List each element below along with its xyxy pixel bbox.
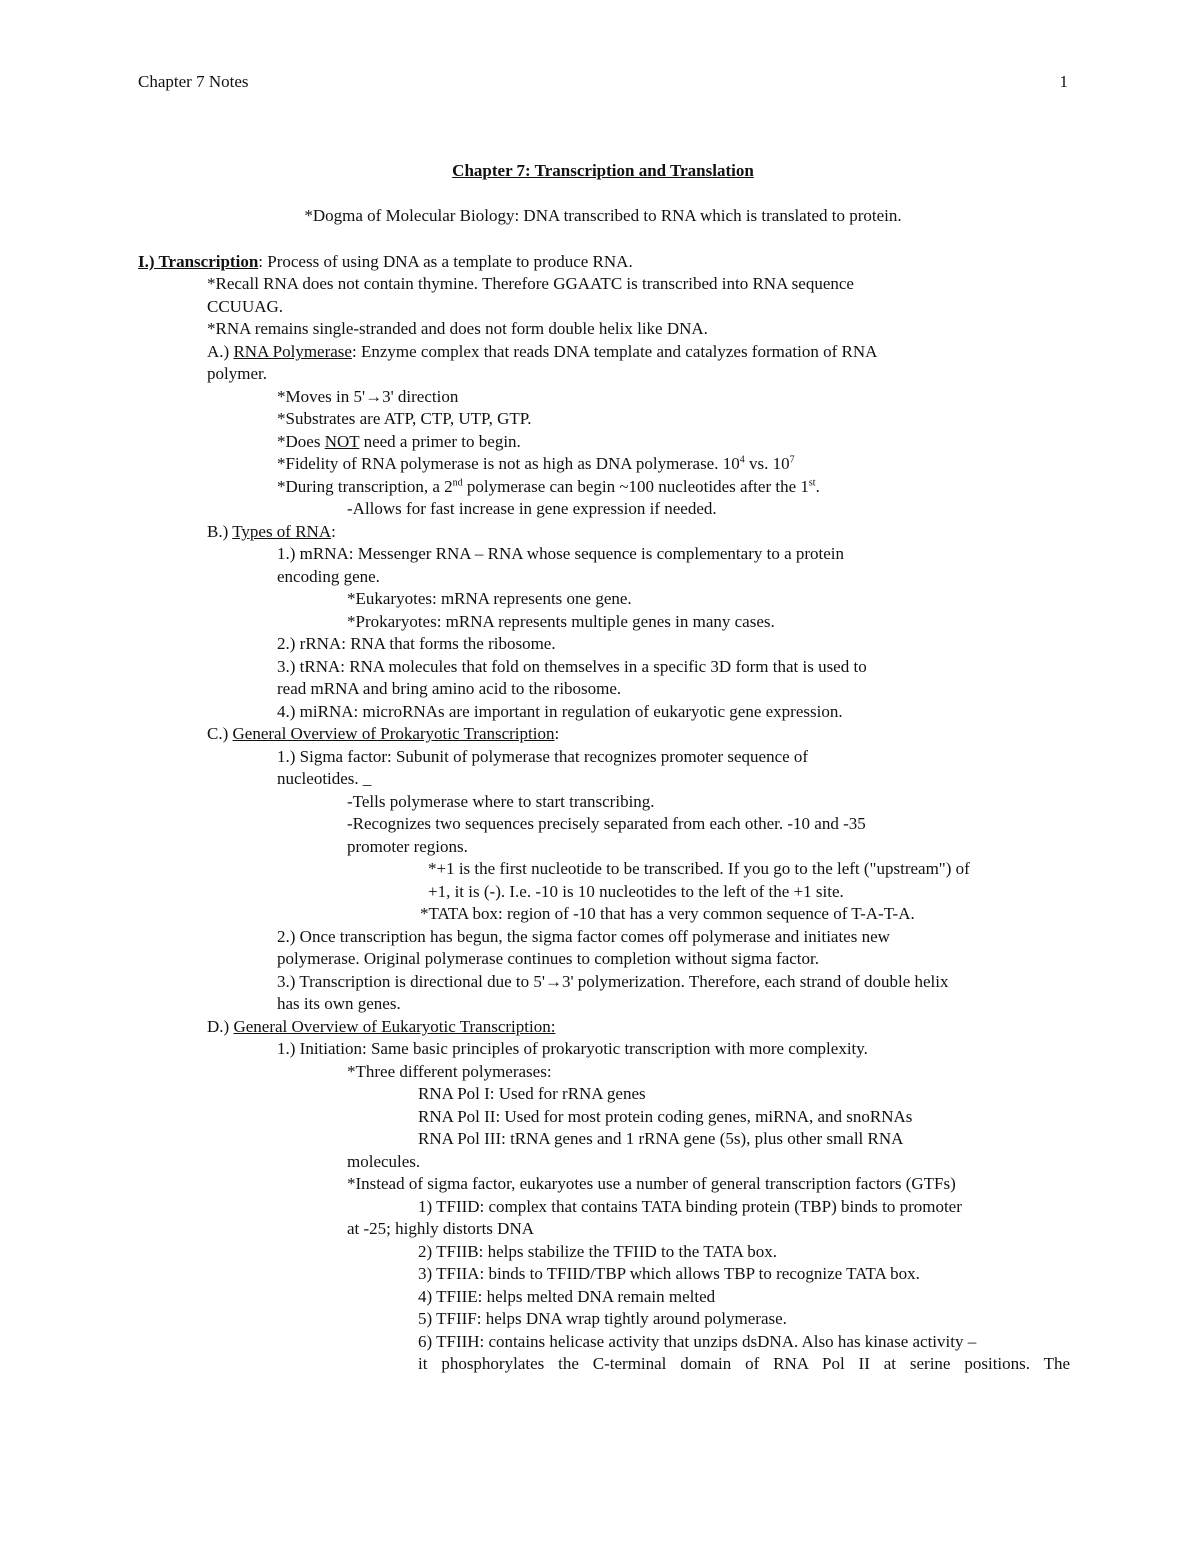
directional-text-a: 3.) Transcription is directional due to 5' xyxy=(277,972,545,991)
fast-increase-line: -Allows for fast increase in gene expression if needed. xyxy=(347,499,717,518)
recognizes-line-2: promoter regions. xyxy=(347,837,468,856)
trna-line-1: 3.) tRNA: RNA molecules that fold on themselves in a specific 3D form that is used to xyxy=(277,657,867,676)
primer-not: NOT xyxy=(324,432,360,451)
tfiie-line: 4) TFIIE: helps melted DNA remain melted xyxy=(418,1287,716,1306)
section-transcription-line xyxy=(138,251,633,273)
subsection-a-definition: : Enzyme complex that reads DNA template and catalyzes formation of RNA xyxy=(351,342,878,361)
primer-line xyxy=(277,431,521,453)
section-heading-transcription: I.) Transcription xyxy=(138,252,259,271)
initiation-line: 1.) Initiation: Same basic principles of prokaryotic transcription with more complexity. xyxy=(277,1039,868,1058)
second-polymerase-line xyxy=(277,476,820,498)
second-superscript-st: st xyxy=(808,477,816,489)
subsection-c-heading: General Overview of Prokaryotic Transcription xyxy=(232,724,555,743)
directional-line-1 xyxy=(277,971,948,993)
plus-one-line-2: +1, it is (-). I.e. -10 is 10 nucleotides to the left of the +1 site. xyxy=(428,882,844,901)
fidelity-text-b: vs. 10 xyxy=(744,454,790,473)
sigma-line-2: nucleotides. _ xyxy=(277,769,372,788)
subsection-a-line xyxy=(207,341,877,363)
moves-line xyxy=(277,386,458,408)
fidelity-exponent-2: 7 xyxy=(789,454,795,466)
subsection-d-line xyxy=(207,1016,555,1038)
prokaryotes-line: *Prokaryotes: mRNA represents multiple genes in many cases. xyxy=(347,612,775,631)
trna-line-2: read mRNA and bring amino acid to the ribosome. xyxy=(277,679,622,698)
single-strand-line: *RNA remains single-stranded and does not form double helix like DNA. xyxy=(207,319,708,338)
second-text-a: *During transcription, a 2 xyxy=(277,477,453,496)
tfiid-line-1: 1) TFIID: complex that contains TATA binding protein (TBP) binds to promoter xyxy=(418,1197,962,1216)
rna-pol-2-line: RNA Pol II: Used for most protein coding genes, miRNA, and snoRNAs xyxy=(418,1107,913,1126)
subsection-b-colon: : xyxy=(331,522,336,541)
subsection-a-definition-2: polymer. xyxy=(207,364,267,383)
tfiih-line-1: 6) TFIIH: contains helicase activity that unzips dsDNA. Also has kinase activity – xyxy=(418,1332,977,1351)
page-number: 1 xyxy=(1059,72,1068,91)
second-text-b: polymerase can begin ~100 nucleotides after the 1 xyxy=(462,477,809,496)
sigma-line-1: 1.) Sigma factor: Subunit of polymerase that recognizes promoter sequence of xyxy=(277,747,809,766)
subsection-a-heading: RNA Polymerase xyxy=(233,342,352,361)
subsection-c-prefix: C.) xyxy=(207,724,233,743)
rna-pol-1-line: RNA Pol I: Used for rRNA genes xyxy=(418,1084,646,1103)
tfiid-line-2: at -25; highly distorts DNA xyxy=(347,1219,534,1238)
moves-text-a: *Moves in 5' xyxy=(277,387,366,406)
tfiif-line: 5) TFIIF: helps DNA wrap tightly around polymerase. xyxy=(418,1309,787,1328)
transcription-definition: : Process of using DNA as a template to produce RNA. xyxy=(258,252,633,271)
instead-of-sigma-line: *Instead of sigma factor, eukaryotes use a number of general transcription factors (GTFs) xyxy=(347,1174,956,1193)
mrna-line-1: 1.) mRNA: Messenger RNA – RNA whose sequence is complementary to a protein xyxy=(277,544,845,563)
tfiia-line: 3) TFIIA: binds to TFIID/TBP which allows TBP to recognize TATA box. xyxy=(418,1264,920,1283)
rrna-line: 2.) rRNA: RNA that forms the ribosome. xyxy=(277,634,556,653)
subsection-d-prefix: D.) xyxy=(207,1017,234,1036)
mirna-line: 4.) miRNA: microRNAs are important in regulation of eukaryotic gene expression. xyxy=(277,702,843,721)
tfiih-line-2: it phosphorylates the C-terminal domain of RNA Pol II at serine positions. The xyxy=(418,1354,1070,1373)
subsection-c-line xyxy=(207,723,559,745)
subsection-d-heading: General Overview of Eukaryotic Transcription: xyxy=(233,1017,556,1036)
second-superscript-nd: nd xyxy=(452,477,463,489)
subsection-a-prefix: A.) xyxy=(207,342,234,361)
primer-text-b: need a primer to begin. xyxy=(359,432,521,451)
plus-one-line-1: *+1 is the first nucleotide to be transcribed. If you go to the left ("upstream") of xyxy=(428,859,970,878)
chapter-title: Chapter 7: Transcription and Translation xyxy=(452,161,754,180)
moves-text-b: 3' direction xyxy=(382,387,459,406)
rna-pol-3-line-2: molecules. xyxy=(347,1152,421,1171)
recall-line-2: CCUUAG. xyxy=(207,297,284,316)
right-arrow-icon: → xyxy=(365,387,383,406)
right-arrow-icon: → xyxy=(544,972,562,991)
once-begun-line-2: polymerase. Original polymerase continues to completion without sigma factor. xyxy=(277,949,819,968)
rna-pol-3-line-1: RNA Pol III: tRNA genes and 1 rRNA gene (5s), plus other small RNA xyxy=(418,1129,904,1148)
eukaryotes-line: *Eukaryotes: mRNA represents one gene. xyxy=(347,589,632,608)
subsection-b-heading: Types of RNA xyxy=(232,522,332,541)
fidelity-text-a: *Fidelity of RNA polymerase is not as high as DNA polymerase. 10 xyxy=(277,454,740,473)
fidelity-exponent-1: 4 xyxy=(739,454,745,466)
subsection-b-line xyxy=(207,521,336,543)
dogma-statement: *Dogma of Molecular Biology: DNA transcribed to RNA which is translated to protein. xyxy=(304,206,902,225)
mrna-line-2: encoding gene. xyxy=(277,567,380,586)
tells-line: -Tells polymerase where to start transcribing. xyxy=(347,792,655,811)
substrates-line: *Substrates are ATP, CTP, UTP, GTP. xyxy=(277,409,532,428)
subsection-b-prefix: B.) xyxy=(207,522,233,541)
tata-box-line: *TATA box: region of -10 that has a very common sequence of T-A-T-A. xyxy=(420,904,915,923)
tfiib-line: 2) TFIIB: helps stabilize the TFIID to the TATA box. xyxy=(418,1242,777,1261)
primer-text-a: *Does xyxy=(277,432,325,451)
fidelity-line xyxy=(277,453,795,475)
directional-line-2: has its own genes. xyxy=(277,994,401,1013)
running-header: Chapter 7 Notes xyxy=(138,72,249,91)
once-begun-line-1: 2.) Once transcription has begun, the sigma factor comes off polymerase and initiates new xyxy=(277,927,890,946)
three-polymerases-line: *Three different polymerases: xyxy=(347,1062,552,1081)
second-text-c: . xyxy=(815,477,820,496)
recognizes-line-1: -Recognizes two sequences precisely separated from each other. -10 and -35 xyxy=(347,814,866,833)
recall-line-1: *Recall RNA does not contain thymine. Therefore GGAATC is transcribed into RNA sequence xyxy=(207,274,854,293)
directional-text-b: 3' polymerization. Therefore, each strand of double helix xyxy=(561,972,949,991)
subsection-c-colon: : xyxy=(554,724,560,743)
